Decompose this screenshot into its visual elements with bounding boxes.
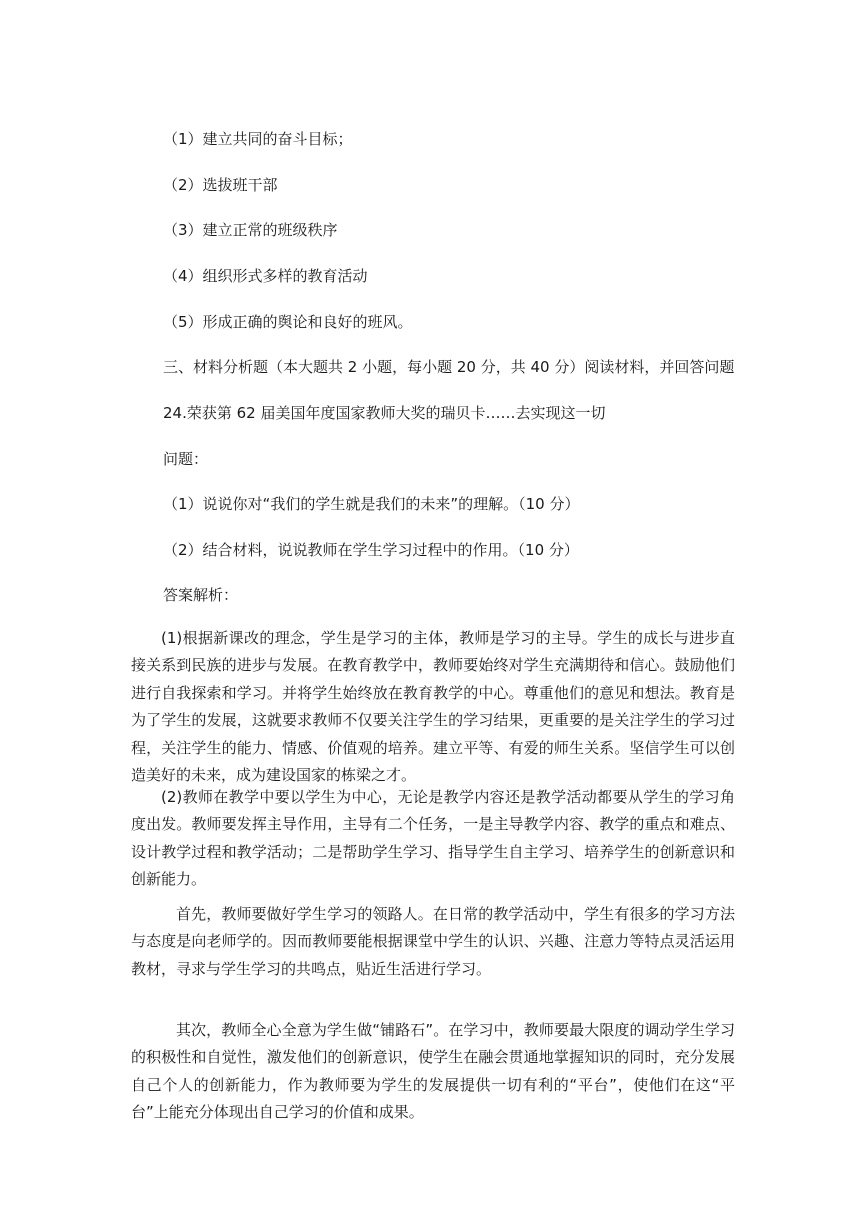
- answer-paragraph-2: (2)教师在教学中要以学生为中心，无论是教学内容还是教学活动都要从学生的学习角度出发。教师要发挥主导作用，主导有二个任务，一是主导教学内容、教学的重点和难点、设计教学过程和教学活动；二是帮助学生学习、指导学生自主学习、培养学生的创新意识和创新能力。: [131, 788, 735, 889]
- item-goal: （1）建立共同的奋斗目标；: [163, 130, 353, 148]
- questions-label: 问题：: [163, 450, 209, 468]
- item-activities: （4）组织形式多样的教育活动: [163, 267, 368, 285]
- question-stem: 24.荣获第 62 届美国年度国家教师大奖的瑞贝卡……去实现这一切: [163, 404, 606, 422]
- answer-paragraph-1: (1)根据新课改的理念，学生是学习的主体，教师是学习的主导。学生的成长与进步直接关系到民族的进步与发展。在教育教学中，教师要始终对学生充满期待和信心。鼓励他们进行自我探索和学习。并将学生始终放在教育教学的中心。尊重他们的意见和想法。教育是为了学生的发展，这就要求教师不仅要关注学生的学习结果，更重要的是关注学生的学习过程，关注学生的能力、情感、价值观的培养。建立平等、有爱的师生关系。坚信学生可以创造美好的未来，成为建设国家的栋梁之才。: [131, 629, 735, 785]
- question-2: （2）结合材料，说说教师在学生学习过程中的作用。（10 分）: [163, 541, 579, 559]
- item-class-spirit: （5）形成正确的舆论和良好的班风。: [163, 313, 413, 331]
- answer-label: 答案解析：: [163, 586, 239, 604]
- item-class-order: （3）建立正常的班级秩序: [163, 221, 338, 239]
- section-heading: 三、材料分析题（本大题共 2 小题，每小题 20 分，共 40 分）阅读材料，并回答问题: [163, 358, 735, 376]
- question-1: （1）说说你对“我们的学生就是我们的未来”的理解。（10 分）: [163, 495, 580, 513]
- answer-paragraph-4: 其次，教师全心全意为学生做“铺路石”。在学习中，教师要最大限度的调动学生学习的积极性和自觉性，激发他们的创新意识，使学生在融会贯通地掌握知识的同时，充分发展自己个人的创新能力，作为教师要为学生的发展提供一切有利的“平台”，使他们在这“平台”上能充分体现出自己学习的价值和成果。: [131, 1021, 735, 1122]
- item-class-cadre: （2）选拔班干部: [163, 176, 278, 194]
- answer-paragraph-3: 首先，教师要做好学生学习的领路人。在日常的教学活动中，学生有很多的学习方法与态度是向老师学的。因而教师要能根据课堂中学生的认识、兴趣、注意力等特点灵活运用教材，寻求与学生学习的共鸣点，贴近生活进行学习。: [131, 905, 735, 978]
